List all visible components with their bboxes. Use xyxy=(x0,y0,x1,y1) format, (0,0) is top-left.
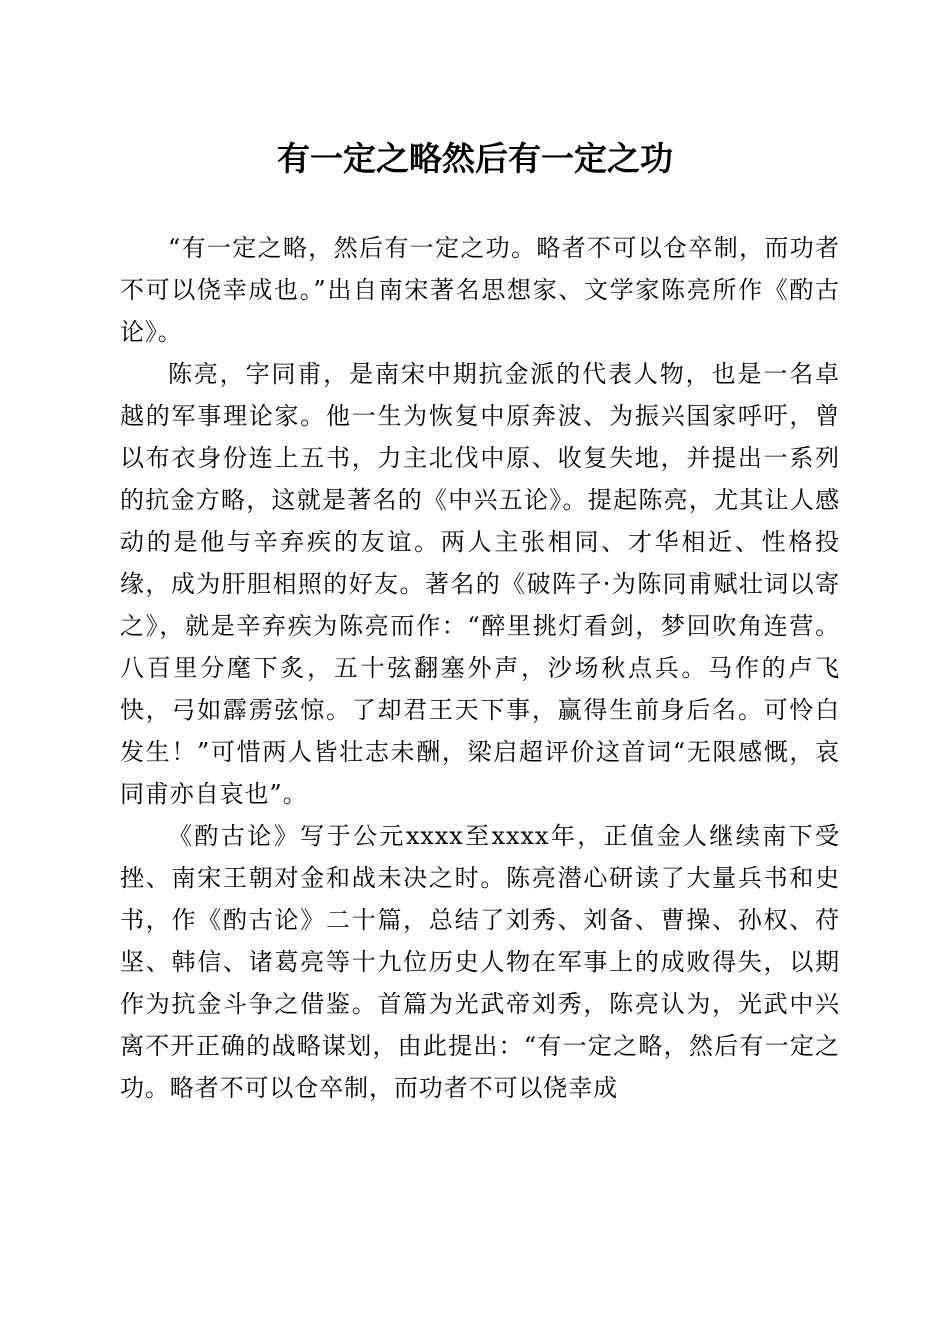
paragraph-intro-quote: “有一定之略，然后有一定之功。略者不可以仓卒制，而功者不可以侥幸成也。”出自南宋著名思想家、文学家陈亮所作《酌古论》。 xyxy=(120,234,840,346)
document-body xyxy=(120,227,840,1109)
document-title: 有一定之略然后有一定之功 xyxy=(277,139,673,178)
paragraph-chen-liang-bio: 陈亮，字同甫，是南宋中期抗金派的代表人物，也是一名卓越的军事理论家。他一生为恢复中原奔波、为振兴国家呼吁，曾以布衣身份连上五书，力主北伐中原、收复失地，并提出一系列的抗金方略，这就是著名的《中兴五论》。提起陈亮，尤其让人感动的是他与辛弃疾的友谊。两人主张相同、才华相近、性格投缘，成为肝胆相照的好友。著名的《破阵子·为陈同甫赋壮词以寄之》，就是辛弃疾为陈亮而作：“醉里挑灯看剑，梦回吹角连营。八百里分麾下炙，五十弦翻塞外声，沙场秋点兵。马作的卢飞快，弓如霹雳弦惊。了却君王天下事，赢得生前身后名。可怜白发生！”可惜两人皆壮志未酬，梁启超评价这首词“无限感慨，哀同甫亦自哀也”。 xyxy=(120,360,840,808)
paragraph-zhuo-gu-lun: 《酌古论》写于公元xxxx至xxxx年，正值金人继续南下受挫、南宋王朝对金和战未决之时。陈亮潜心研读了大量兵书和史书，作《酌古论》二十篇，总结了刘秀、刘备、曹操、孙权、苻坚、韩信、诸葛亮等十九位历史人物在军事上的成败得失，以期作为抗金斗争之借鉴。首篇为光武帝刘秀，陈亮认为，光武中兴离不开正确的战略谋划，由此提出：“有一定之略，然后有一定之功。略者不可以仓卒制，而功者不可以侥幸成 xyxy=(120,822,840,1102)
